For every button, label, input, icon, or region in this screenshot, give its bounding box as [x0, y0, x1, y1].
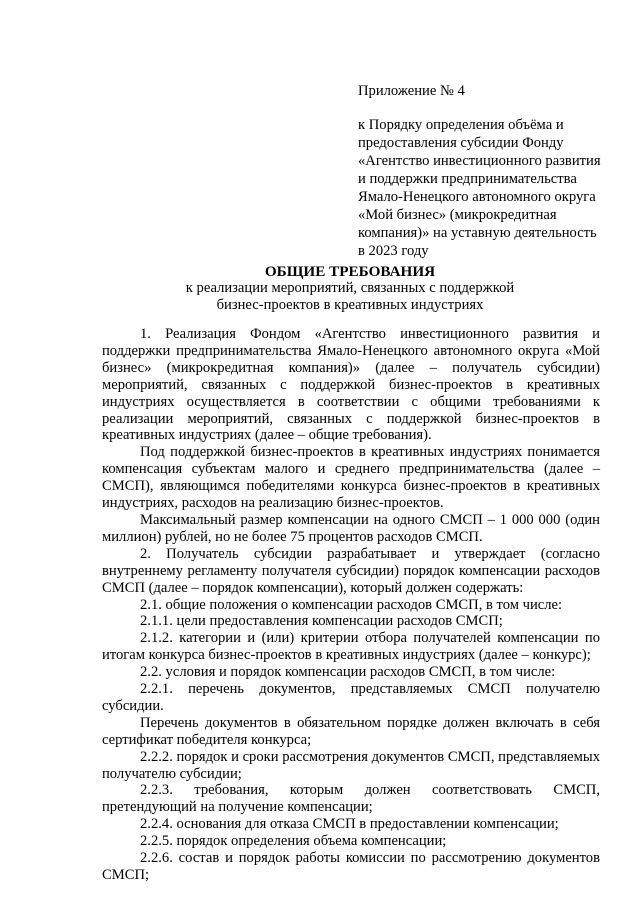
appendix-line: и поддержки предпринимательства: [358, 171, 577, 187]
paragraph: 2.2.4. основания для отказа СМСП в предоставлении компенсации;: [140, 816, 559, 833]
paragraph: 2.1.1. цели предоставления компенсации расходов СМСП;: [140, 613, 503, 630]
paragraph: 2.2.2. порядок и сроки рассмотрения документов СМСП, представляемых получателю субсидии;: [102, 748, 600, 782]
paragraph: Под поддержкой бизнес-проектов в креативных индустриях понимается компенсация субъектам малого и среднего предпринимательства (далее – СМСП), являющимся победителями конкурса бизнес-проектов в креативных индустриях, расходов на реализацию бизнес-проектов.: [102, 444, 600, 512]
paragraph: 2.1. общие положения о компенсации расходов СМСП, в том числе:: [140, 596, 563, 613]
appendix-line: в 2023 году: [358, 243, 429, 259]
paragraph: 2.2.3. требования, которым должен соответствовать СМСП, претендующий на получение компенсации;: [102, 782, 600, 816]
appendix-block: [358, 82, 608, 260]
appendix-line: к Порядку определения объёма и: [358, 117, 564, 133]
paragraph: Максимальный размер компенсации на одного СМСП – 1 000 000 (один миллион) рублей, но не более 75 процентов расходов СМСП.: [102, 511, 600, 545]
heading-subtitle-line: бизнес-проектов в креативных индустриях: [216, 297, 484, 313]
paragraph: Перечень документов в обязательном порядке должен включать в себя сертификат победителя конкурса;: [102, 714, 600, 748]
appendix-line: компания)» на уставную деятельность: [358, 225, 597, 241]
appendix-line: Ямало-Ненецкого автономного округа: [358, 189, 596, 205]
appendix-line: предоставления субсидии Фонду: [358, 135, 564, 151]
paragraph: 2.2. условия и порядок компенсации расходов СМСП, в том числе:: [140, 664, 556, 681]
paragraph: 2. Получатель субсидии разрабатывает и утверждает (согласно внутреннему регламенту получателя субсидии) порядок компенсации расходов СМСП (далее – порядок компенсации), который должен содержать:: [102, 545, 600, 596]
appendix-line: «Агентство инвестиционного развития: [358, 153, 601, 169]
paragraph: 2.2.5. порядок определения объема компенсации;: [140, 833, 447, 850]
document-body: [102, 326, 600, 884]
heading-subtitle-line: к реализации мероприятий, связанных с поддержкой: [185, 280, 515, 296]
heading-title: ОБЩИЕ ТРЕБОВАНИЯ: [264, 263, 436, 280]
appendix-title: Приложение № 4: [358, 83, 465, 99]
paragraph: 2.2.6. состав и порядок работы комиссии по рассмотрению документов СМСП;: [102, 850, 600, 883]
paragraph: 1. Реализация Фондом «Агентство инвестиционного развития и поддержки предпринимательства Ямало-Ненецкого автономного округа «Мой бизнес» (микрокредитная компания)» (далее – получатель субсидии) мероприятий, связанных с поддержкой бизнес-проектов в креативных индустриях осуществляется в соответствии с общими требованиями к реализации мероприятий, связанных с поддержкой бизнес-проектов в креативных индустриях (далее – общие требования).: [102, 326, 600, 444]
appendix-line: «Мой бизнес» (микрокредитная: [358, 207, 557, 223]
paragraph: 2.1.2. категории и (или) критерии отбора получателей компенсации по итогам конкурса бизнес-проектов в креативных индустриях (далее – конкурс);: [102, 630, 600, 664]
paragraph: 2.2.1. перечень документов, представляемых СМСП получателю субсидии.: [102, 681, 600, 714]
document-heading: [100, 263, 600, 314]
